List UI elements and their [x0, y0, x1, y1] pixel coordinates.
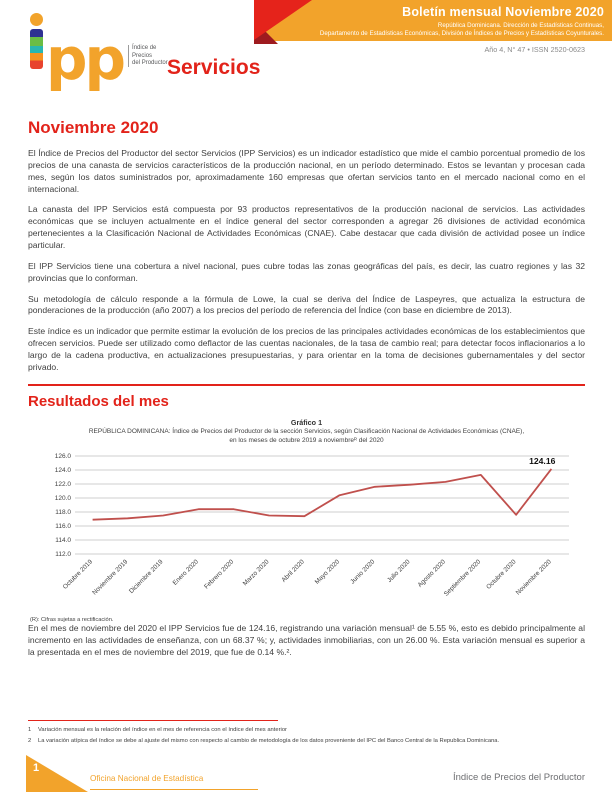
section-title: Servicios	[167, 56, 261, 79]
main-content	[28, 118, 585, 668]
svg-text:Mayo 2020: Mayo 2020	[313, 558, 341, 586]
chart-subtitle-line1: REPÚBLICA DOMINICANA: Índice de Precios del Productor de la sección Servicios, según Clasificación Nacional de Actividades Económicas (CNAE),	[88, 427, 525, 435]
svg-text:116.0: 116.0	[54, 523, 71, 531]
svg-text:Junio 2020: Junio 2020	[348, 558, 376, 586]
banner-title: Boletín mensual Noviembre 2020	[402, 5, 604, 19]
banner-subtitle-line1: República Dominicana. Dirección de Estadísticas Continuas,	[437, 22, 604, 29]
svg-text:120.0: 120.0	[54, 495, 71, 503]
intro-paragraph-1: El Índice de Precios del Productor del sector Servicios (IPP Servicios) es un indicador estadístico que mide el cambio porcentual promedio de los precios de una canasta de servicios característicos de la producción nacional, en un período determinado. Estos se levantan y procesan cada mes, según los datos suministrados por, aproximadamente 160 empresas que ofertan servicios tanto en el mercado nacional como en el internacional.	[28, 148, 585, 194]
logo-i-mark-icon	[30, 13, 43, 69]
footnote-row	[28, 736, 585, 747]
ipp-logo	[30, 13, 168, 93]
footnotes	[28, 720, 585, 747]
footer-underline	[90, 789, 258, 790]
issue-line: Año 4, N° 47 • ISSN 2520-0623	[484, 45, 585, 54]
footer-right-text: Índice de Precios del Productor	[452, 772, 585, 783]
svg-text:Noviembre 2020: Noviembre 2020	[514, 558, 553, 597]
svg-text:124.16: 124.16	[528, 455, 555, 466]
svg-text:Diciembre 2019: Diciembre 2019	[127, 558, 165, 596]
svg-text:Noviembre 2019: Noviembre 2019	[90, 558, 129, 597]
footnote-row	[28, 725, 585, 736]
logo-tagline	[128, 45, 168, 67]
svg-text:Marzo 2020: Marzo 2020	[241, 558, 271, 588]
ipp-line-chart	[37, 448, 577, 606]
ribbon-corner-icon	[244, 0, 316, 44]
svg-text:Julio 2020: Julio 2020	[385, 558, 412, 584]
svg-text:118.0: 118.0	[54, 509, 71, 517]
footnote-marker: 2	[28, 738, 32, 744]
logo-tagline-line2: Precios	[132, 52, 153, 59]
footnote-text: Variación mensual es la relación del índice en el mes de referencia con el índice del mes anterior	[38, 727, 287, 733]
svg-text:Enero 2020: Enero 2020	[171, 558, 200, 587]
logo-tagline-line1: Índice de	[132, 45, 157, 52]
chart-note: (R): Cifras sujetas a rectificación.	[30, 616, 114, 623]
logo-i-dot-icon	[30, 13, 43, 26]
intro-paragraph-4: Su metodología de cálculo responde a la fórmula de Lowe, la cual se deriva del Índice de Laspeyres, que actualiza la estructura de ponderaciones de la producción (año 2007) a los precios del período de referencia del Índice (con base en diciembre de 2013).	[28, 293, 585, 316]
footnote-text: La variación atípica del índice se debe al ajuste del mismo con respecto al cambio de metodología de los datos proveniente del IPC del Banco Central de la Republica Dominicana.	[38, 738, 500, 744]
svg-text:Febrero 2020: Febrero 2020	[202, 558, 235, 591]
chart-container	[28, 448, 585, 611]
footnote-divider	[28, 720, 278, 721]
intro-heading: Noviembre 2020	[28, 118, 159, 137]
svg-text:Septiembre 2020: Septiembre 2020	[442, 558, 482, 598]
svg-text:Agosto 2020: Agosto 2020	[416, 558, 447, 589]
svg-text:Abril 2020: Abril 2020	[280, 558, 306, 584]
logo-i-stem-icon	[30, 29, 43, 69]
svg-text:Octubre 2019: Octubre 2019	[61, 558, 94, 591]
svg-text:112.0: 112.0	[54, 551, 71, 559]
svg-text:124.0: 124.0	[54, 467, 71, 475]
logo-tagline-line3: del Productor	[132, 59, 168, 66]
footnote-marker: 1	[28, 727, 32, 733]
results-heading: Resultados del mes	[28, 392, 169, 410]
chart-header	[28, 418, 585, 445]
svg-text:126.0: 126.0	[54, 453, 71, 461]
svg-text:Octubre 2020: Octubre 2020	[484, 558, 518, 591]
chart-title: Gráfico 1	[290, 417, 323, 427]
intro-paragraph-5: Este índice es un indicador que permite estimar la evolución de los precios de las principales actividades económicas de los establecimientos que ofrecen servicios. Puede ser utilizado como deflactor de las cuentas nacionales, de la tasa de cambio real; para detectar focos inflacionarios a lo largo de la cadena productiva, en actualizaciones presupuestarias, y para orientar en la toma de decisiones gubernamentales y del sector privado.	[28, 326, 585, 372]
results-paragraph: En el mes de noviembre del 2020 el IPP Servicios fue de 124.16, registrando una variación mensual¹ de 5.55 %, esto es debido principalmente al incremento en las actividades de enseñanza, con un 68.37 %; y, actividades inmobiliarias, con un 26.00 %. Esta variación mensual es superior a la presentada en el mes de noviembre del 2019, que fue de 0.14 %.².	[28, 622, 585, 657]
footer-left-text: Oficina Nacional de Estadística	[90, 774, 204, 783]
banner-subtitle-line2: Departamento de Estadísticas Económicas, División de Índices de Precios y Estadísticas Coyunturales.	[319, 30, 604, 38]
logo-pp: pp	[46, 24, 124, 93]
svg-text:122.0: 122.0	[54, 481, 71, 489]
intro-paragraph-2: La canasta del IPP Servicios está compuesta por 93 productos representativos de la producción nacional de servicios. Las actividades económicas que se incluyen actualmente en el índice general del sector corresponden a agregar 26 divisiones de actividad económica pertenecientes a la Clasificación Nacional de Actividades Económicas (CNAE). Cabe destacar que cada división de actividad posee un índice particular.	[28, 204, 585, 251]
page-number: 1	[33, 762, 40, 774]
banner-text	[320, 5, 604, 39]
section-divider	[28, 384, 585, 386]
chart-subtitle-line2: en los meses de octubre 2019 a noviembreᴿ del 2020	[229, 436, 384, 444]
banner-subtitle	[320, 22, 604, 39]
svg-text:114.0: 114.0	[54, 537, 71, 545]
intro-paragraph-3: El IPP Servicios tiene una cobertura a nivel nacional, pues cubre todas las zonas geográficas del país, es decir, las cuatro regiones y las 32 provincias que lo conforman.	[28, 260, 585, 283]
